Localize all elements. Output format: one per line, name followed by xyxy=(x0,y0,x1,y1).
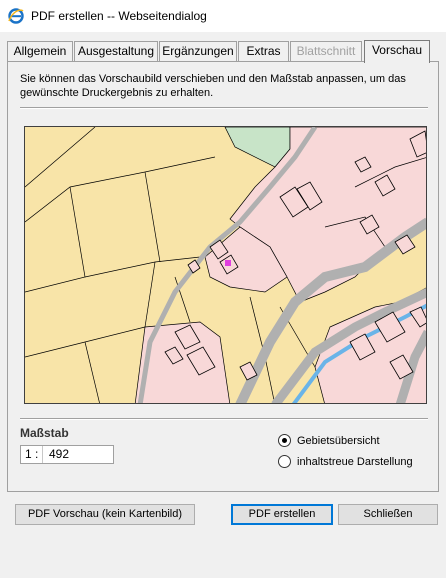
location-marker xyxy=(225,260,231,266)
close-button[interactable]: Schließen xyxy=(338,504,438,525)
create-pdf-button[interactable]: PDF erstellen xyxy=(231,504,333,525)
scale-value[interactable]: 492 xyxy=(49,447,70,461)
radio-gebietsuebersicht[interactable] xyxy=(278,434,380,447)
radio-unchecked-icon[interactable] xyxy=(278,455,291,468)
separator-bottom xyxy=(20,418,428,420)
preview-panel xyxy=(7,61,439,492)
scale-prefix: 1 : xyxy=(21,446,43,463)
window-title: PDF erstellen -- Webseitendialog xyxy=(31,9,207,23)
scale-input[interactable] xyxy=(20,445,114,464)
radio-inhaltstreu[interactable] xyxy=(278,455,413,468)
ie-icon xyxy=(8,8,24,24)
tab-extras[interactable]: Extras xyxy=(238,41,289,62)
separator-top xyxy=(20,107,428,109)
radio-label-gebietsuebersicht: Gebietsübersicht xyxy=(297,434,380,447)
radio-checked-icon[interactable] xyxy=(278,434,291,447)
radio-label-inhaltstreu: inhaltstreue Darstellung xyxy=(297,455,413,468)
title-bar xyxy=(0,0,446,32)
instruction-text: Sie können das Vorschaubild verschieben und den Maßstab anpassen, um das gewünschte Druckergebnis zu erhalten. xyxy=(20,73,406,99)
tab-blattschnitt: Blattschnitt xyxy=(290,41,362,62)
tab-ergaenzungen[interactable]: Ergänzungen xyxy=(159,41,237,62)
scale-label: Maßstab xyxy=(20,426,69,440)
map-preview[interactable] xyxy=(24,126,427,404)
tab-ausgestaltung[interactable]: Ausgestaltung xyxy=(74,41,158,62)
pdf-preview-no-map-button[interactable]: PDF Vorschau (kein Kartenbild) xyxy=(15,504,195,525)
tab-allgemein[interactable]: Allgemein xyxy=(7,41,73,62)
tab-vorschau[interactable]: Vorschau xyxy=(364,40,430,63)
